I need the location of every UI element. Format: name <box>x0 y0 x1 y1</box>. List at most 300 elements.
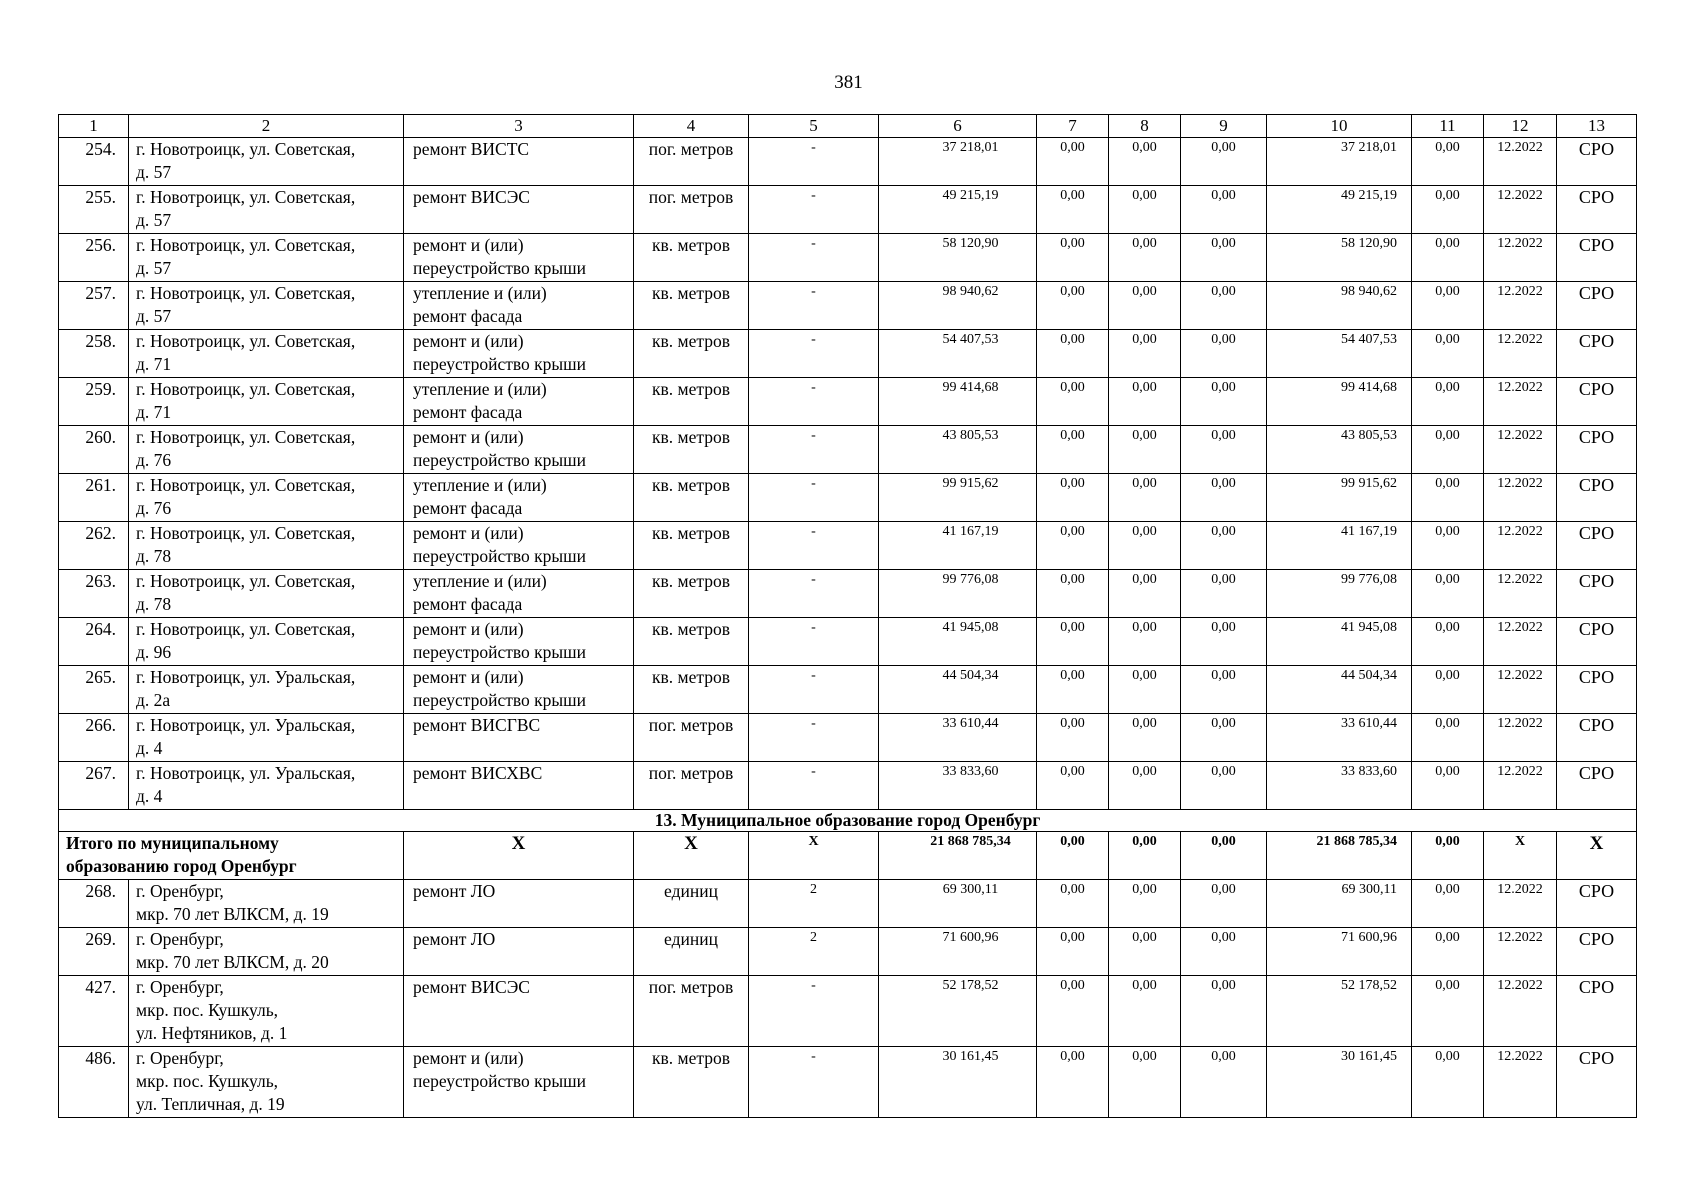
address-cell <box>129 282 404 330</box>
address-cell <box>129 234 404 282</box>
work-type-cell-line: переустройство крыши <box>413 450 586 470</box>
unit-cell: кв. метров <box>634 234 749 282</box>
work-type-cell-line: ремонт и (или) <box>413 331 524 351</box>
local-budget-cell: 0,00 <box>1181 976 1267 1047</box>
cost-cell: 99 776,08 <box>879 570 1037 618</box>
work-type-cell <box>404 138 634 186</box>
row-number: 254. <box>59 138 129 186</box>
table-row <box>59 666 1637 714</box>
local-budget-cell: 0,00 <box>1181 186 1267 234</box>
quantity-cell: - <box>749 1047 879 1118</box>
quantity-cell: - <box>749 186 879 234</box>
operator-cell: СРО <box>1557 426 1637 474</box>
work-type-cell <box>404 570 634 618</box>
row-number: 261. <box>59 474 129 522</box>
work-type-cell-line: переустройство крыши <box>413 1071 586 1091</box>
other-funds-cell: 0,00 <box>1412 282 1484 330</box>
work-type-cell-line: утепление и (или) <box>413 283 547 303</box>
owners-funds-cell: 71 600,96 <box>1267 928 1412 976</box>
work-type-cell-line: утепление и (или) <box>413 379 547 399</box>
work-type-cell <box>404 522 634 570</box>
budget-cell: 0,00 <box>1109 1047 1181 1118</box>
work-type-cell <box>404 378 634 426</box>
operator-cell: СРО <box>1557 666 1637 714</box>
quantity-cell: - <box>749 426 879 474</box>
address-cell-line: мкр. пос. Кушкуль, <box>136 1071 279 1091</box>
operator-cell: СРО <box>1557 714 1637 762</box>
work-type-cell-line: переустройство крыши <box>413 546 586 566</box>
budget-cell: 0,00 <box>1109 378 1181 426</box>
other-funds-cell: 0,00 <box>1412 618 1484 666</box>
unit-cell: единиц <box>634 880 749 928</box>
cost-cell: 71 600,96 <box>879 928 1037 976</box>
total-c10: 21 868 785,34 <box>1267 832 1412 880</box>
owners-funds-cell: 98 940,62 <box>1267 282 1412 330</box>
work-type-cell-line: ремонт и (или) <box>413 1048 524 1068</box>
address-cell-line: г. Оренбург, <box>136 929 224 949</box>
quantity-cell: - <box>749 570 879 618</box>
deadline-cell: 12.2022 <box>1484 426 1557 474</box>
address-cell <box>129 714 404 762</box>
fund-cell: 0,00 <box>1037 1047 1109 1118</box>
unit-cell: пог. метров <box>634 186 749 234</box>
work-type-cell <box>404 282 634 330</box>
budget-cell: 0,00 <box>1109 666 1181 714</box>
address-cell-line: д. 96 <box>136 642 172 662</box>
row-number: 269. <box>59 928 129 976</box>
section-title: 13. Муниципальное образование город Оренбург <box>59 810 1637 832</box>
other-funds-cell: 0,00 <box>1412 928 1484 976</box>
cost-cell: 33 610,44 <box>879 714 1037 762</box>
budget-cell: 0,00 <box>1109 474 1181 522</box>
operator-cell: СРО <box>1557 570 1637 618</box>
local-budget-cell: 0,00 <box>1181 570 1267 618</box>
address-cell-line: г. Новотроицк, ул. Уральская, <box>136 667 356 687</box>
work-type-cell-line: ремонт ВИСТС <box>413 139 530 159</box>
local-budget-cell: 0,00 <box>1181 618 1267 666</box>
other-funds-cell: 0,00 <box>1412 666 1484 714</box>
total-c4: Х <box>634 832 749 880</box>
cost-cell: 54 407,53 <box>879 330 1037 378</box>
column-header: 9 <box>1181 115 1267 138</box>
fund-cell: 0,00 <box>1037 618 1109 666</box>
table-row <box>59 474 1637 522</box>
owners-funds-cell: 30 161,45 <box>1267 1047 1412 1118</box>
fund-cell: 0,00 <box>1037 330 1109 378</box>
column-header: 3 <box>404 115 634 138</box>
address-cell-line: мкр. пос. Кушкуль, <box>136 1000 279 1020</box>
quantity-cell: - <box>749 618 879 666</box>
quantity-cell: 2 <box>749 928 879 976</box>
column-header: 6 <box>879 115 1037 138</box>
total-row <box>59 832 1637 880</box>
budget-cell: 0,00 <box>1109 234 1181 282</box>
address-cell <box>129 762 404 810</box>
work-type-cell-line: утепление и (или) <box>413 475 547 495</box>
budget-cell: 0,00 <box>1109 330 1181 378</box>
address-cell-line: г. Новотроицк, ул. Уральская, <box>136 763 356 783</box>
unit-cell: кв. метров <box>634 666 749 714</box>
cost-cell: 30 161,45 <box>879 1047 1037 1118</box>
work-type-cell-line: ремонт ВИСХВС <box>413 763 543 783</box>
table-row <box>59 138 1637 186</box>
local-budget-cell: 0,00 <box>1181 426 1267 474</box>
budget-cell: 0,00 <box>1109 714 1181 762</box>
address-cell-line: д. 57 <box>136 210 172 230</box>
operator-cell: СРО <box>1557 282 1637 330</box>
total-c3: Х <box>404 832 634 880</box>
address-cell <box>129 522 404 570</box>
owners-funds-cell: 54 407,53 <box>1267 330 1412 378</box>
total-c13: Х <box>1557 832 1637 880</box>
other-funds-cell: 0,00 <box>1412 570 1484 618</box>
local-budget-cell: 0,00 <box>1181 330 1267 378</box>
fund-cell: 0,00 <box>1037 928 1109 976</box>
owners-funds-cell: 44 504,34 <box>1267 666 1412 714</box>
budget-cell: 0,00 <box>1109 976 1181 1047</box>
work-type-cell-line: ремонт и (или) <box>413 667 524 687</box>
quantity-cell: - <box>749 138 879 186</box>
work-type-cell-line: ремонт ВИСЭС <box>413 187 530 207</box>
address-cell-line: д. 57 <box>136 306 172 326</box>
budget-cell: 0,00 <box>1109 928 1181 976</box>
other-funds-cell: 0,00 <box>1412 378 1484 426</box>
owners-funds-cell: 33 833,60 <box>1267 762 1412 810</box>
work-type-cell <box>404 330 634 378</box>
address-cell <box>129 330 404 378</box>
deadline-cell: 12.2022 <box>1484 666 1557 714</box>
address-cell <box>129 426 404 474</box>
address-cell <box>129 570 404 618</box>
work-type-cell <box>404 762 634 810</box>
table-row <box>59 714 1637 762</box>
total-c6: 21 868 785,34 <box>879 832 1037 880</box>
deadline-cell: 12.2022 <box>1484 234 1557 282</box>
row-number: 266. <box>59 714 129 762</box>
total-c12: Х <box>1484 832 1557 880</box>
row-number: 268. <box>59 880 129 928</box>
quantity-cell: - <box>749 330 879 378</box>
row-number: 258. <box>59 330 129 378</box>
fund-cell: 0,00 <box>1037 976 1109 1047</box>
address-cell-line: д. 76 <box>136 498 172 518</box>
address-cell <box>129 1047 404 1118</box>
row-number: 256. <box>59 234 129 282</box>
deadline-cell: 12.2022 <box>1484 378 1557 426</box>
address-cell-line: д. 71 <box>136 354 172 374</box>
address-cell <box>129 138 404 186</box>
deadline-cell: 12.2022 <box>1484 330 1557 378</box>
address-cell-line: мкр. 70 лет ВЛКСМ, д. 19 <box>136 904 329 924</box>
total-c8: 0,00 <box>1109 832 1181 880</box>
address-cell-line: д. 4 <box>136 786 163 806</box>
address-cell-line: д. 76 <box>136 450 172 470</box>
operator-cell: СРО <box>1557 762 1637 810</box>
quantity-cell: - <box>749 666 879 714</box>
operator-cell: СРО <box>1557 378 1637 426</box>
work-type-cell-line: ремонт ЛО <box>413 929 496 949</box>
cost-cell: 33 833,60 <box>879 762 1037 810</box>
owners-funds-cell: 33 610,44 <box>1267 714 1412 762</box>
work-type-cell <box>404 666 634 714</box>
address-cell <box>129 666 404 714</box>
address-cell-line: г. Оренбург, <box>136 881 224 901</box>
column-header: 4 <box>634 115 749 138</box>
local-budget-cell: 0,00 <box>1181 666 1267 714</box>
other-funds-cell: 0,00 <box>1412 762 1484 810</box>
total-label <box>59 832 404 880</box>
cost-cell: 69 300,11 <box>879 880 1037 928</box>
operator-cell: СРО <box>1557 880 1637 928</box>
other-funds-cell: 0,00 <box>1412 714 1484 762</box>
other-funds-cell: 0,00 <box>1412 330 1484 378</box>
address-cell-line: г. Новотроицк, ул. Советская, <box>136 283 356 303</box>
owners-funds-cell: 49 215,19 <box>1267 186 1412 234</box>
deadline-cell: 12.2022 <box>1484 474 1557 522</box>
operator-cell: СРО <box>1557 928 1637 976</box>
local-budget-cell: 0,00 <box>1181 234 1267 282</box>
local-budget-cell: 0,00 <box>1181 1047 1267 1118</box>
owners-funds-cell: 41 945,08 <box>1267 618 1412 666</box>
budget-cell: 0,00 <box>1109 426 1181 474</box>
address-cell <box>129 378 404 426</box>
owners-funds-cell: 69 300,11 <box>1267 880 1412 928</box>
cost-cell: 49 215,19 <box>879 186 1037 234</box>
row-number: 262. <box>59 522 129 570</box>
work-type-cell-line: ремонт и (или) <box>413 235 524 255</box>
header-row <box>59 115 1637 138</box>
fund-cell: 0,00 <box>1037 570 1109 618</box>
owners-funds-cell: 41 167,19 <box>1267 522 1412 570</box>
address-cell-line: г. Новотроицк, ул. Советская, <box>136 619 356 639</box>
table-row <box>59 282 1637 330</box>
fund-cell: 0,00 <box>1037 138 1109 186</box>
other-funds-cell: 0,00 <box>1412 880 1484 928</box>
address-cell-line: ул. Нефтяников, д. 1 <box>136 1023 288 1043</box>
operator-cell: СРО <box>1557 618 1637 666</box>
budget-cell: 0,00 <box>1109 186 1181 234</box>
fund-cell: 0,00 <box>1037 880 1109 928</box>
owners-funds-cell: 99 776,08 <box>1267 570 1412 618</box>
column-header: 7 <box>1037 115 1109 138</box>
unit-cell: кв. метров <box>634 1047 749 1118</box>
cost-cell: 99 414,68 <box>879 378 1037 426</box>
fund-cell: 0,00 <box>1037 714 1109 762</box>
work-type-cell <box>404 880 634 928</box>
address-cell <box>129 618 404 666</box>
work-type-cell <box>404 186 634 234</box>
address-cell-line: г. Новотроицк, ул. Советская, <box>136 427 356 447</box>
cost-cell: 58 120,90 <box>879 234 1037 282</box>
total-c5: Х <box>749 832 879 880</box>
work-type-cell-line: ремонт и (или) <box>413 523 524 543</box>
unit-cell: кв. метров <box>634 330 749 378</box>
address-cell-line: г. Новотроицк, ул. Советская, <box>136 475 356 495</box>
work-type-cell-line: переустройство крыши <box>413 258 586 278</box>
owners-funds-cell: 99 915,62 <box>1267 474 1412 522</box>
address-cell-line: г. Оренбург, <box>136 977 224 997</box>
address-cell-line: г. Новотроицк, ул. Советская, <box>136 331 356 351</box>
local-budget-cell: 0,00 <box>1181 138 1267 186</box>
row-number: 259. <box>59 378 129 426</box>
owners-funds-cell: 43 805,53 <box>1267 426 1412 474</box>
unit-cell: кв. метров <box>634 570 749 618</box>
total-c7: 0,00 <box>1037 832 1109 880</box>
quantity-cell: - <box>749 474 879 522</box>
column-header: 8 <box>1109 115 1181 138</box>
budget-cell: 0,00 <box>1109 618 1181 666</box>
work-type-cell <box>404 474 634 522</box>
local-budget-cell: 0,00 <box>1181 880 1267 928</box>
unit-cell: кв. метров <box>634 426 749 474</box>
work-type-cell <box>404 426 634 474</box>
other-funds-cell: 0,00 <box>1412 1047 1484 1118</box>
unit-cell: единиц <box>634 928 749 976</box>
unit-cell: кв. метров <box>634 378 749 426</box>
row-number: 260. <box>59 426 129 474</box>
other-funds-cell: 0,00 <box>1412 976 1484 1047</box>
work-type-cell-line: ремонт фасада <box>413 402 523 422</box>
column-header: 5 <box>749 115 879 138</box>
work-type-cell-line: ремонт фасада <box>413 594 523 614</box>
deadline-cell: 12.2022 <box>1484 138 1557 186</box>
table-row <box>59 880 1637 928</box>
row-number: 265. <box>59 666 129 714</box>
cost-cell: 37 218,01 <box>879 138 1037 186</box>
total-label-line: Итого по муниципальному <box>66 833 279 853</box>
budget-cell: 0,00 <box>1109 282 1181 330</box>
table-row <box>59 330 1637 378</box>
total-c11: 0,00 <box>1412 832 1484 880</box>
owners-funds-cell: 37 218,01 <box>1267 138 1412 186</box>
deadline-cell: 12.2022 <box>1484 186 1557 234</box>
cost-cell: 41 167,19 <box>879 522 1037 570</box>
other-funds-cell: 0,00 <box>1412 186 1484 234</box>
table-row <box>59 234 1637 282</box>
address-cell-line: д. 4 <box>136 738 163 758</box>
work-type-cell-line: ремонт и (или) <box>413 619 524 639</box>
operator-cell: СРО <box>1557 138 1637 186</box>
column-header: 2 <box>129 115 404 138</box>
address-cell-line: г. Оренбург, <box>136 1048 224 1068</box>
budget-cell: 0,00 <box>1109 570 1181 618</box>
column-header: 13 <box>1557 115 1637 138</box>
local-budget-cell: 0,00 <box>1181 928 1267 976</box>
work-type-cell-line: переустройство крыши <box>413 354 586 374</box>
address-cell-line: г. Новотроицк, ул. Советская, <box>136 139 356 159</box>
deadline-cell: 12.2022 <box>1484 522 1557 570</box>
quantity-cell: - <box>749 762 879 810</box>
owners-funds-cell: 58 120,90 <box>1267 234 1412 282</box>
row-number: 257. <box>59 282 129 330</box>
table-row <box>59 762 1637 810</box>
row-number: 486. <box>59 1047 129 1118</box>
address-cell-line: д. 71 <box>136 402 172 422</box>
other-funds-cell: 0,00 <box>1412 426 1484 474</box>
cost-cell: 98 940,62 <box>879 282 1037 330</box>
local-budget-cell: 0,00 <box>1181 378 1267 426</box>
table-row <box>59 976 1637 1047</box>
table-row <box>59 522 1637 570</box>
quantity-cell: - <box>749 378 879 426</box>
table-row <box>59 928 1637 976</box>
section-header-row <box>59 810 1637 832</box>
operator-cell: СРО <box>1557 186 1637 234</box>
local-budget-cell: 0,00 <box>1181 762 1267 810</box>
budget-cell: 0,00 <box>1109 138 1181 186</box>
unit-cell: пог. метров <box>634 762 749 810</box>
column-header: 12 <box>1484 115 1557 138</box>
work-type-cell-line: ремонт фасада <box>413 498 523 518</box>
deadline-cell: 12.2022 <box>1484 880 1557 928</box>
work-type-cell-line: переустройство крыши <box>413 642 586 662</box>
address-cell-line: д. 2а <box>136 690 171 710</box>
quantity-cell: 2 <box>749 880 879 928</box>
fund-cell: 0,00 <box>1037 234 1109 282</box>
work-type-cell-line: ремонт ЛО <box>413 881 496 901</box>
deadline-cell: 12.2022 <box>1484 714 1557 762</box>
cost-cell: 52 178,52 <box>879 976 1037 1047</box>
unit-cell: кв. метров <box>634 618 749 666</box>
other-funds-cell: 0,00 <box>1412 234 1484 282</box>
work-type-cell-line: ремонт ВИСЭС <box>413 977 530 997</box>
operator-cell: СРО <box>1557 234 1637 282</box>
deadline-cell: 12.2022 <box>1484 762 1557 810</box>
fund-cell: 0,00 <box>1037 522 1109 570</box>
table-row <box>59 378 1637 426</box>
row-number: 267. <box>59 762 129 810</box>
owners-funds-cell: 99 414,68 <box>1267 378 1412 426</box>
work-type-cell-line: утепление и (или) <box>413 571 547 591</box>
work-type-cell <box>404 618 634 666</box>
deadline-cell: 12.2022 <box>1484 570 1557 618</box>
fund-cell: 0,00 <box>1037 762 1109 810</box>
work-type-cell <box>404 234 634 282</box>
work-type-cell <box>404 976 634 1047</box>
work-type-cell <box>404 1047 634 1118</box>
total-c9: 0,00 <box>1181 832 1267 880</box>
table-row <box>59 570 1637 618</box>
other-funds-cell: 0,00 <box>1412 474 1484 522</box>
fund-cell: 0,00 <box>1037 282 1109 330</box>
address-cell-line: мкр. 70 лет ВЛКСМ, д. 20 <box>136 952 329 972</box>
fund-cell: 0,00 <box>1037 474 1109 522</box>
budget-cell: 0,00 <box>1109 522 1181 570</box>
other-funds-cell: 0,00 <box>1412 138 1484 186</box>
deadline-cell: 12.2022 <box>1484 282 1557 330</box>
cost-cell: 41 945,08 <box>879 618 1037 666</box>
address-cell-line: д. 57 <box>136 162 172 182</box>
work-type-cell <box>404 714 634 762</box>
address-cell-line: г. Новотроицк, ул. Уральская, <box>136 715 356 735</box>
address-cell-line: г. Новотроицк, ул. Советская, <box>136 571 356 591</box>
table-row <box>59 186 1637 234</box>
fund-cell: 0,00 <box>1037 186 1109 234</box>
budget-cell: 0,00 <box>1109 762 1181 810</box>
table-row <box>59 426 1637 474</box>
unit-cell: пог. метров <box>634 976 749 1047</box>
unit-cell: пог. метров <box>634 714 749 762</box>
unit-cell: кв. метров <box>634 522 749 570</box>
fund-cell: 0,00 <box>1037 426 1109 474</box>
work-type-cell-line: ремонт ВИСГВС <box>413 715 541 735</box>
address-cell <box>129 880 404 928</box>
address-cell <box>129 474 404 522</box>
work-type-cell <box>404 928 634 976</box>
operator-cell: СРО <box>1557 474 1637 522</box>
address-cell-line: г. Новотроицк, ул. Советская, <box>136 379 356 399</box>
row-number: 427. <box>59 976 129 1047</box>
